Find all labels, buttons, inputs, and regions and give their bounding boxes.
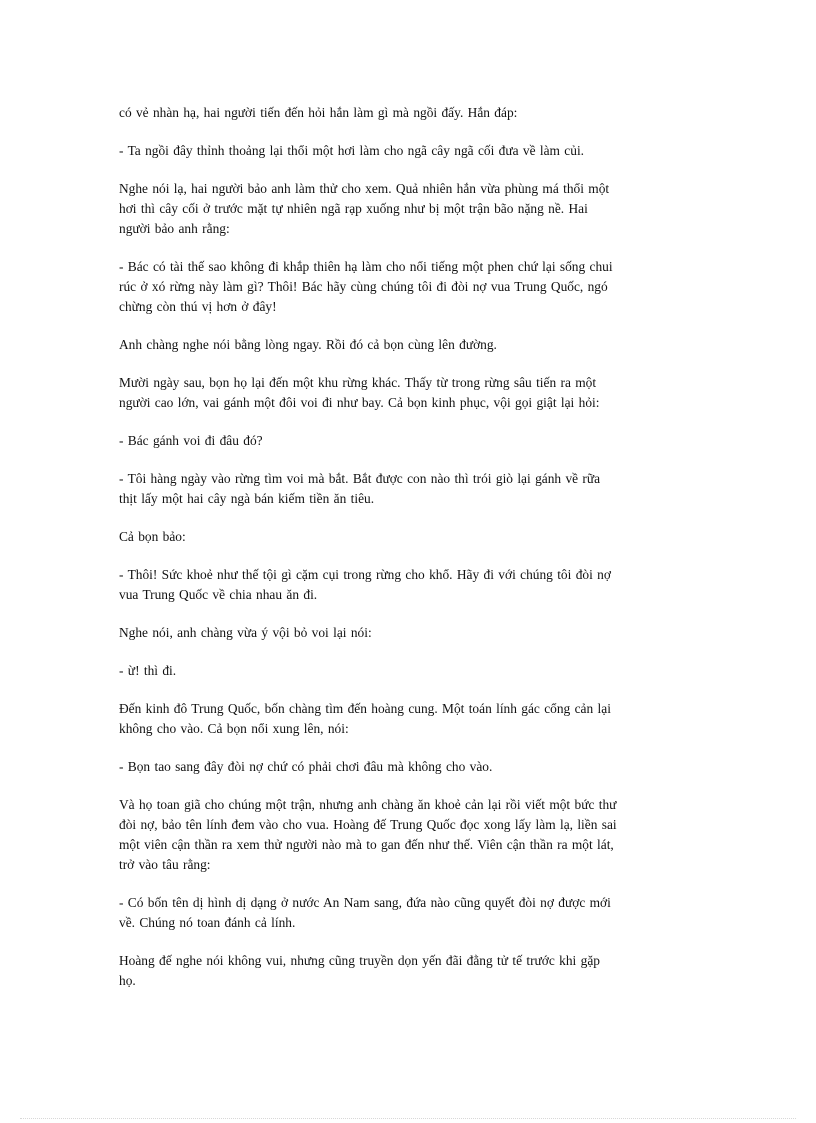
paragraph: Đến kinh đô Trung Quốc, bốn chàng tìm đến hoàng cung. Một toán lính gác cổng cản lại không cho vào. Cả bọn nổi xung lên, nói: bbox=[119, 701, 611, 736]
paragraph: Cả bọn bảo: bbox=[119, 529, 186, 544]
document-body bbox=[119, 103, 691, 1009]
paragraph: - ừ! thì đi. bbox=[119, 663, 177, 678]
paragraph: - Bác có tài thế sao không đi khắp thiên hạ làm cho nổi tiếng một phen chứ lại sống chui rúc ở xó rừng này làm gì? Thôi! Bác hãy cùng chúng tôi đi đòi nợ vua Trung Quốc, ngó chừng còn thú vị hơn ở đây! bbox=[119, 259, 613, 314]
paragraph: - Bọn tao sang đây đòi nợ chứ có phải chơi đâu mà không cho vào. bbox=[119, 759, 493, 774]
paragraph: Nghe nói lạ, hai người bảo anh làm thử cho xem. Quả nhiên hắn vừa phùng má thổi một hơi thì cây cối ở trước mặt tự nhiên ngã rạp xuống như bị một trận bão nặng nề. Hai người bảo anh rằng: bbox=[119, 181, 610, 236]
page-bottom-divider bbox=[20, 1118, 796, 1119]
paragraph: - Có bốn tên dị hình dị dạng ở nước An Nam sang, đứa nào cũng quyết đòi nợ được mới về. Chúng nó toan đánh cả lính. bbox=[119, 895, 611, 930]
paragraph: - Thôi! Sức khoẻ như thế tội gì cặm cụi trong rừng cho khổ. Hãy đi với chúng tôi đòi nợ vua Trung Quốc về chia nhau ăn đi. bbox=[119, 567, 611, 602]
paragraph: Nghe nói, anh chàng vừa ý vội bỏ voi lại nói: bbox=[119, 625, 372, 640]
paragraph: - Ta ngồi đây thỉnh thoảng lại thổi một hơi làm cho ngã cây ngã cối đưa về làm củi. bbox=[119, 143, 585, 158]
paragraph: Anh chàng nghe nói bằng lòng ngay. Rồi đó cả bọn cùng lên đường. bbox=[119, 337, 497, 352]
paragraph: - Tôi hàng ngày vào rừng tìm voi mà bắt. Bắt được con nào thì trói giò lại gánh về rữa thịt lấy một hai cây ngà bán kiếm tiền ăn tiêu. bbox=[119, 471, 601, 506]
paragraph: - Bác gánh voi đi đâu đó? bbox=[119, 433, 263, 448]
paragraph: Hoàng đế nghe nói không vui, nhưng cũng truyền dọn yến đãi đằng tử tế trước khi gặp họ. bbox=[119, 953, 600, 988]
paragraph: có vẻ nhàn hạ, hai người tiến đến hỏi hắn làm gì mà ngồi đấy. Hắn đáp: bbox=[119, 105, 518, 120]
paragraph: Mười ngày sau, bọn họ lại đến một khu rừng khác. Thấy từ trong rừng sâu tiến ra một người cao lớn, vai gánh một đôi voi đi như bay. Cả bọn kinh phục, vội gọi giật lại hỏi: bbox=[119, 375, 600, 410]
paragraph: Và họ toan giã cho chúng một trận, nhưng anh chàng ăn khoẻ cản lại rồi viết một bức thư đòi nợ, bảo tên lính đem vào cho vua. Hoàng đế Trung Quốc đọc xong lấy làm lạ, liền sai một viên cận thần ra xem thử người nào mà to gan đến như thế. Viên cận thần ra một lát, trở vào tâu rằng: bbox=[119, 797, 617, 872]
